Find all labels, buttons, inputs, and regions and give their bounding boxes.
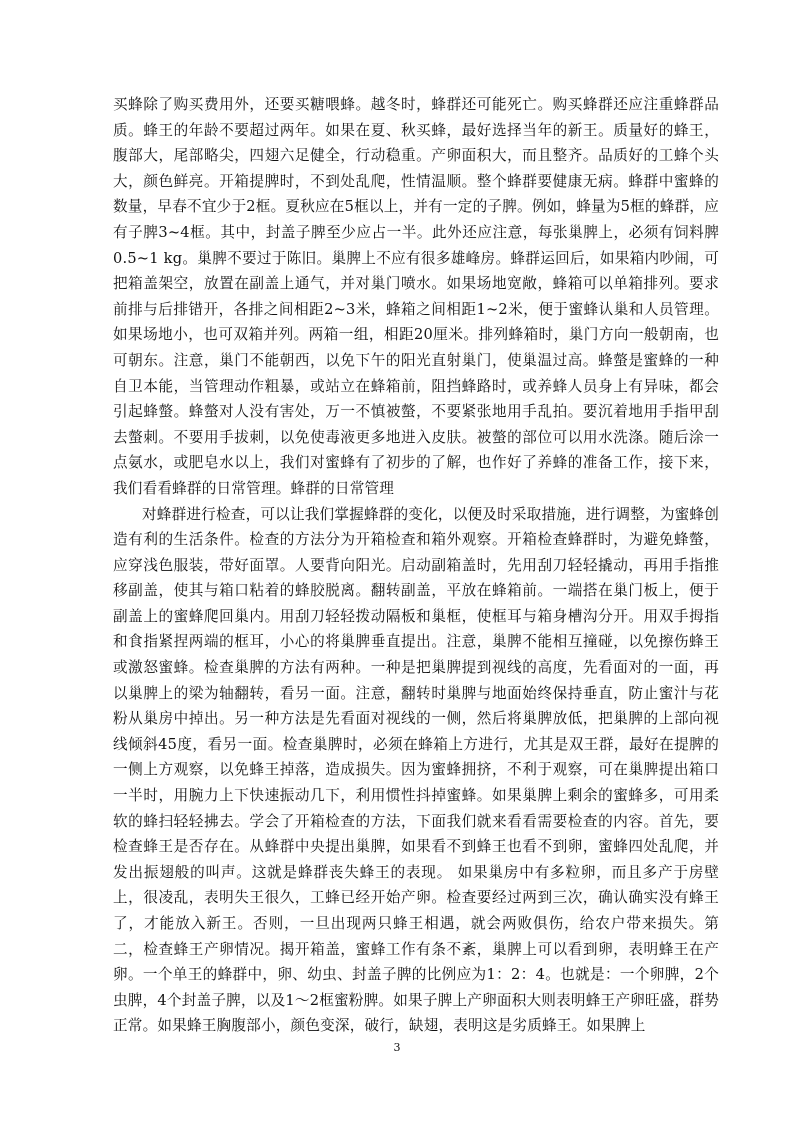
page-number: 3 (393, 1041, 401, 1054)
paragraph-2: 对蜂群进行检查，可以让我们掌握蜂群的变化，以便及时采取措施，进行调整，为蜜蜂创造有利的生活条件。检查的方法分为开箱检查和箱外观察。开箱检查蜂群时，为避免蜂螫，应穿浅色服装，带好面罩。人要背向阳光。启动副箱盖时，先用刮刀轻轻撬动，再用手指推移副盖，使其与箱口粘着的蜂胶脱离。翻转副盖，平放在蜂箱前。一端搭在巢门板上，便于副盖上的蜜蜂爬回巢内。用刮刀轻轻拨动隔板和巢框，使框耳与箱身槽沟分开。用双手拇指和食指紧捏两端的框耳，小心的将巢脾垂直提出。注意，巢脾不能相互撞碰，以免擦伤蜂王或激怒蜜蜂。检查巢脾的方法有两种。一种是把巢脾提到视线的高度，先看面对的一面，再以巢脾上的梁为轴翻转，看另一面。注意，翻转时巢脾与地面始终保持垂直，防止蜜汁与花粉从巢房中掉出。另一种方法是先看面对视线的一侧，然后将巢脾放低，把巢脾的上部向视线倾斜45度，看另一面。检查巢脾时，必须在蜂箱上方进行，尤其是双王群，最好在提脾的一侧上方观察，以免蜂王掉落，造成损失。因为蜜蜂拥挤，不利于观察，可在巢脾提出箱口一半时，用腕力上下快速振动几下，利用惯性抖掉蜜蜂。如果巢脾上剩余的蜜蜂多，可用柔软的蜂扫轻轻拂去。学会了开箱检查的方法，下面我们就来看看需要检查的内容。首先，要检查蜂王是否存在。从蜂群中央提出巢脾，如果看不到蜂王也看不到卵，蜜蜂四处乱爬，并发出振翅般的叫声。这就是蜂群丧失蜂王的表现。 如果巢房中有多粒卵，而且多产于房壁上，很凌乱，表明失王很久，工蜂已经开始产卵。检查要经过两到三次，确认确实没有蜂王了，才能放入新王。否则，一旦出现两只蜂王相遇，就会两败俱伤，给农户带来损失。第二，检查蜂王产卵情况。揭开箱盖，蜜蜂工作有条不紊，巢脾上可以看到卵，表明蜂王在产卵。一个单王的蜂群中，卵、幼虫、封盖子脾的比例应为1：2：4。也就是：一个卵脾，2个虫脾，4个封盖子脾，以及1～2框蜜粉脾。如果子脾上产卵面积大则表明蜂王产卵旺盛，群势正常。如果蜂王胸腹部小，颜色变深，破行，缺翅，表明这是劣质蜂王。如果脾上 (113, 505, 719, 1035)
document-body (113, 92, 719, 1039)
paragraph-1: 买蜂除了购买费用外，还要买糖喂蜂。越冬时，蜂群还可能死亡。购买蜂群还应注重蜂群品质。蜂王的年龄不要超过两年。如果在夏、秋买蜂，最好选择当年的新王。质量好的蜂王，腹部大，尾部略尖，四翅六足健全，行动稳重。产卵面积大，而且整齐。品质好的工蜂个头大，颜色鲜亮。开箱提脾时，不到处乱爬，性情温顺。整个蜂群要健康无病。蜂群中蜜蜂的数量，早春不宜少于2框。夏秋应在5框以上，并有一定的子脾。例如，蜂量为5框的蜂群，应有子脾3~4框。其中，封盖子脾至少应占一半。此外还应注意，每张巢脾上，必须有饲料脾0.5~1 kg。巢脾不要过于陈旧。巢脾上不应有很多雄峰房。蜂群运回后，如果箱内吵闹，可把箱盖架空，放置在副盖上通气，并对巢门喷水。如果场地宽敞，蜂箱可以单箱排列。要求前排与后排错开，各排之间相距2~3米，蜂箱之间相距1~2米，便于蜜蜂认巢和人员管理。如果场地小，也可双箱并列。两箱一组，相距20厘米。排列蜂箱时，巢门方向一般朝南，也可朝东。注意，巢门不能朝西，以免下午的阳光直射巢门，使巢温过高。蜂螫是蜜蜂的一种自卫本能，当管理动作粗暴，或站立在蜂箱前，阻挡蜂路时，或养蜂人员身上有异味，都会引起蜂螫。蜂螫对人没有害处，万一不慎被螫，不要紧张地用手乱拍。要沉着地用手指甲刮去螫刺。不要用手拔刺，以免使毒液更多地进入皮肤。被螫的部位可以用水洗涤。随后涂一点氨水，或肥皂水以上，我们对蜜蜂有了初步的了解，也作好了养蜂的准备工作，接下来，我们看看蜂群的日常管理。蜂群的日常管理 (113, 96, 719, 497)
